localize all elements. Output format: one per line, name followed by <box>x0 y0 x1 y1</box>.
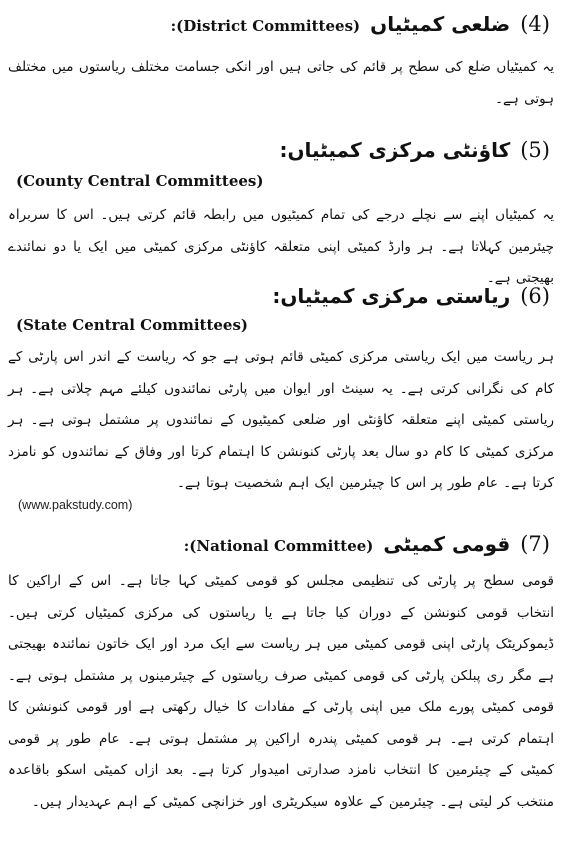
section-7-title-english: :(National Committee) <box>183 537 374 555</box>
section-5-number: (5) <box>520 138 550 162</box>
section-4-title-urdu: ضلعی کمیٹیاں <box>370 12 511 36</box>
section-4-title-english: :(District Committees) <box>170 17 361 35</box>
section-6-heading <box>10 284 550 308</box>
section-7-heading <box>10 532 550 556</box>
section-5-heading <box>10 138 550 162</box>
section-4-number: (4) <box>520 12 550 36</box>
watermark-url: (www.pakstudy.com) <box>18 498 133 512</box>
section-5-title-urdu: کاؤنٹی مرکزی کمیٹیاں: <box>279 138 511 162</box>
section-7-title-urdu: قومی کمیٹی <box>383 532 511 556</box>
section-5-title-english: (County Central Committees) <box>16 172 264 190</box>
section-6-title-english: (State Central Committees) <box>16 316 249 334</box>
section-6-title-urdu: ریاستی مرکزی کمیٹیاں: <box>272 284 511 308</box>
section-6-number: (6) <box>520 284 550 308</box>
section-4-heading <box>10 12 550 36</box>
section-7-number: (7) <box>520 532 550 556</box>
section-4-paragraph: یہ کمیٹیاں ضلع کی سطح پر قائم کی جاتی ہیں اور انکی جسامت مختلف ریاستوں میں مختلف ہوتی ہے۔ <box>8 59 554 107</box>
section-5-paragraph: یہ کمیٹیاں اپنے سے نچلے درجے کی تمام کمیٹیوں میں رابطہ قائم کرتی ہیں۔ اس کا سربراہ چیئرمین کہلاتا ہے۔ ہر وارڈ کمیٹی اپنی متعلقہ کاؤنٹی مرکزی کمیٹی میں ایک یا دو نمائندے بھیجتی ہے۔ <box>8 207 554 286</box>
section-7-paragraph: قومی سطح پر پارٹی کی تنظیمی مجلس کو قومی کمیٹی کہا جاتا ہے۔ اس کے اراکین کا انتخاب قومی کنونشن کے دوران کیا جاتا ہے یا ریاستوں کی مرکزی کمیٹیاں کرتی ہیں۔ ڈیموکریٹک پارٹی اپنی قومی کمیٹی میں ہر ریاست سے ایک مرد اور ایک خاتون نمائندہ بھیجتی ہے مگر ری پبلکن پارٹی کی قومی کمیٹی صرف ریاستوں کے چیئرمینوں پر مشتمل ہوتی ہے۔ قومی کمیٹی پورے ملک میں اپنی پارٹی کے مفادات کا خیال رکھتی ہے اور قومی کنونشن کا اہتمام کرتی ہے۔ ہر قومی کمیٹی پندرہ اراکین پر مشتمل ہوتی ہے۔ عام طور پر قومی کمیٹی کے چیئرمین کا انتخاب نامزد صدارتی امیدوار کرتا ہے۔ بعد ازاں کمیٹی اسکو باقاعدہ منتخب کر لیتی ہے۔ چیئرمین کے علاوہ سیکریٹری اور خزانچی کمیٹی کے اہم عہدیدار ہیں۔ <box>8 573 554 810</box>
section-6-paragraph: ہر ریاست میں ایک ریاستی مرکزی کمیٹی قائم ہوتی ہے جو کہ ریاست کے اندر اس پارٹی کے کام کی نگرانی کرتی ہے۔ یہ سینٹ اور ایوان میں پارٹی نمائندوں کیلئے مہم چلاتی ہے۔ ہر ریاستی کمیٹی اپنے متعلقہ کاؤنٹی اور ضلعی کمیٹیوں کے نمائندوں پر مشتمل ہوتی ہے۔ ہر مرکزی کمیٹی کا کام دو سال بعد پارٹی کنونشن کا اہتمام کرتا اور وفاق کے نمائندوں کو نامزد کرتا ہے۔ عام طور پر اس کا چیئرمین ایک اہم شخصیت ہوتا ہے۔ <box>8 349 554 491</box>
